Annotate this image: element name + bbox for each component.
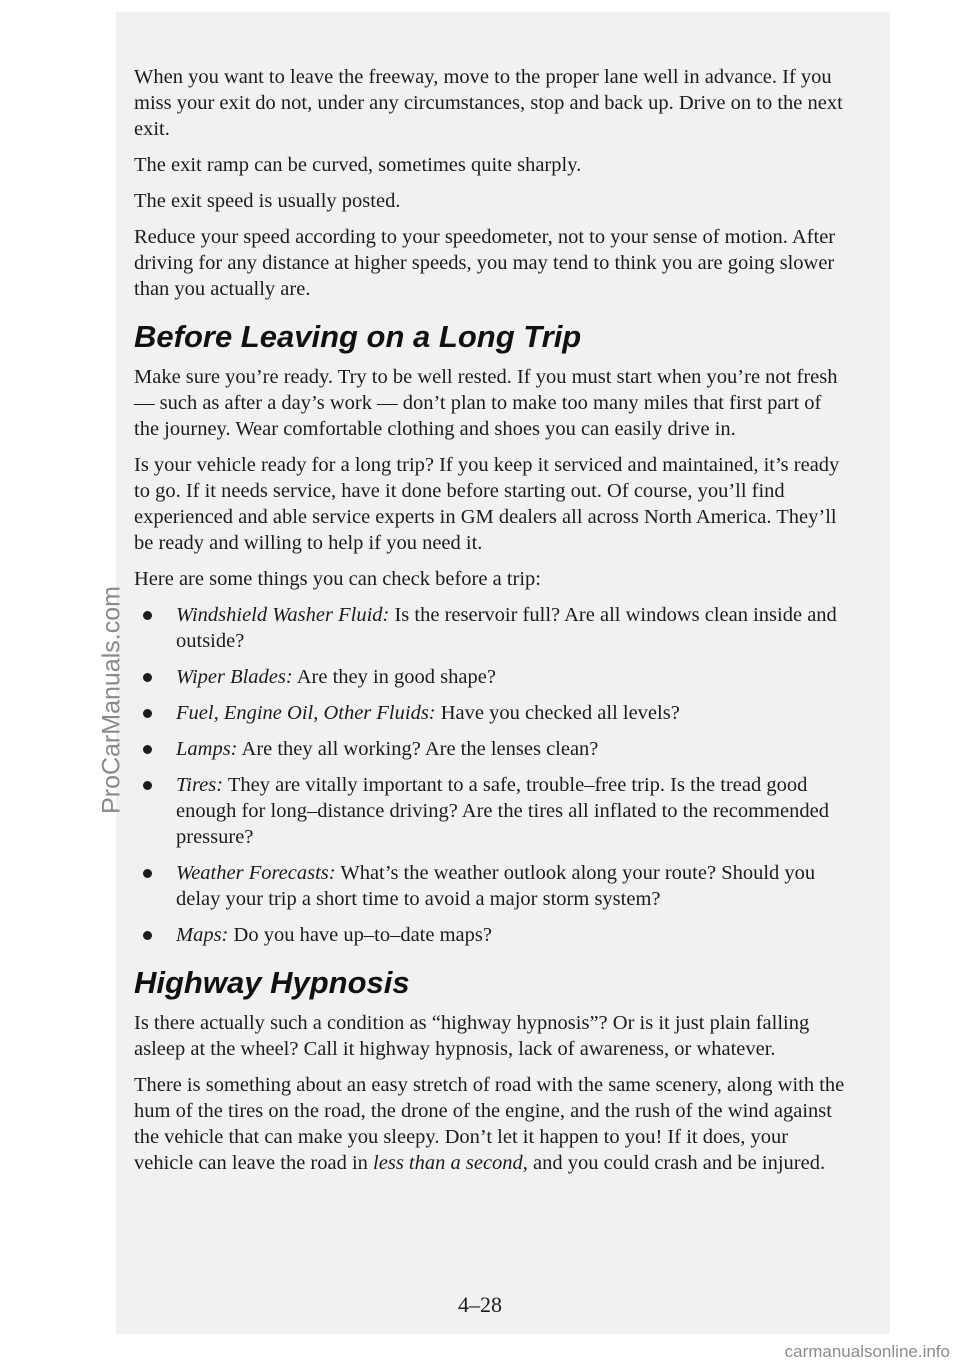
- paragraph-exit-lane: When you want to leave the freeway, move to the proper lane well in advance. If you miss your exit do not, under any circumstances, stop and back up. Drive on to the next exit.: [134, 66, 843, 140]
- checklist-term: Maps:: [176, 924, 229, 946]
- checklist-term: Lamps:: [176, 738, 238, 760]
- checklist-term: Fuel, Engine Oil, Other Fluids:: [176, 702, 436, 724]
- checklist-text: Do you have up–to–date maps?: [228, 924, 492, 946]
- warning-text-start: There is something about an easy stretch of road with the same scenery, along with the hum of the tires on the road, the drone of the engine, and the rush of the wind against the vehicle that can make you sleepy. Don’t let it happen to you! If it does, your vehicle can leave the road in: [134, 1074, 845, 1174]
- trip-checklist: [134, 602, 846, 948]
- checklist-item-wiper-blades: [134, 664, 846, 690]
- paragraph-hypnosis-question: Is there actually such a condition as “highway hypnosis”? Or is it just plain falling asleep at the wheel? Call it highway hypnosis, lack of awareness, or whatever.: [134, 1012, 810, 1060]
- checklist-text: Is the reservoir full? Are all windows clean inside and outside?: [176, 604, 837, 652]
- checklist-term: Weather Forecasts:: [176, 862, 336, 884]
- heading-highway-hypnosis: Highway Hypnosis: [134, 965, 410, 1000]
- checklist-item-maps: [134, 922, 846, 948]
- checklist-term: Tires:: [176, 774, 224, 796]
- page-number: 4–28: [458, 1292, 502, 1317]
- bullet-icon: [143, 709, 152, 718]
- checklist-item-lamps: [134, 736, 846, 762]
- bullet-icon: [143, 745, 152, 754]
- checklist-term: Wiper Blades:: [176, 666, 293, 688]
- paragraph-vehicle-ready: Is your vehicle ready for a long trip? If you keep it serviced and maintained, it’s ready to go. If it needs service, have it done before starting out. Of course, you’ll find experienced and able service experts in GM dealers all across North America. They’ll be ready and willing to help if you need it.: [134, 454, 840, 554]
- paragraph-be-ready: Make sure you’re ready. Try to be well rested. If you must start when you’re not fresh — such as after a day’s work — don’t plan to make too many miles that first part of the journey. Wear comfortable clothing and shoes you can easily drive in.: [134, 366, 838, 440]
- checklist-text: Are they all working? Are the lenses clean?: [237, 738, 599, 760]
- paragraph-reduce-speed: Reduce your speed according to your speedometer, not to your sense of motion. After driving for any distance at higher speeds, you may tend to think you are going slower than you actually are.: [134, 226, 836, 300]
- bullet-icon: [143, 869, 152, 878]
- paragraph-exit-ramp: The exit ramp can be curved, sometimes quite sharply.: [134, 154, 582, 176]
- bullet-icon: [143, 931, 152, 940]
- paragraph-exit-speed: The exit speed is usually posted.: [134, 190, 401, 212]
- warning-emphasis: less than a second: [373, 1152, 523, 1174]
- checklist-text: Are they in good shape?: [292, 666, 496, 688]
- bullet-icon: [143, 781, 152, 790]
- checklist-text: Have you checked all levels?: [435, 702, 680, 724]
- heading-long-trip: Before Leaving on a Long Trip: [134, 319, 582, 354]
- bullet-icon: [143, 673, 152, 682]
- warning-text-end: , and you could crash and be injured.: [522, 1152, 826, 1174]
- checklist-text: What’s the weather outlook along your route? Should you delay your trip a short time to avoid a major storm system?: [176, 862, 816, 910]
- paragraph-checklist-intro: Here are some things you can check before a trip:: [134, 568, 541, 590]
- checklist-term: Windshield Washer Fluid:: [176, 604, 390, 626]
- checklist-item-washer-fluid: [134, 602, 846, 654]
- watermark-carmanualsonline: carmanualsonline.info: [784, 1342, 950, 1361]
- checklist-item-fluids: [134, 700, 846, 726]
- paragraph-hypnosis-warning: [134, 1072, 846, 1176]
- checklist-text: They are vitally important to a safe, trouble–free trip. Is the tread good enough for long–distance driving? Are the tires all inflated to the recommended pressure?: [176, 774, 829, 848]
- bullet-icon: [143, 611, 152, 620]
- checklist-item-tires: [134, 772, 846, 850]
- watermark-procarmanuals: ProCarManuals.com: [97, 586, 126, 814]
- page-content: [134, 64, 846, 1186]
- checklist-item-weather: [134, 860, 846, 912]
